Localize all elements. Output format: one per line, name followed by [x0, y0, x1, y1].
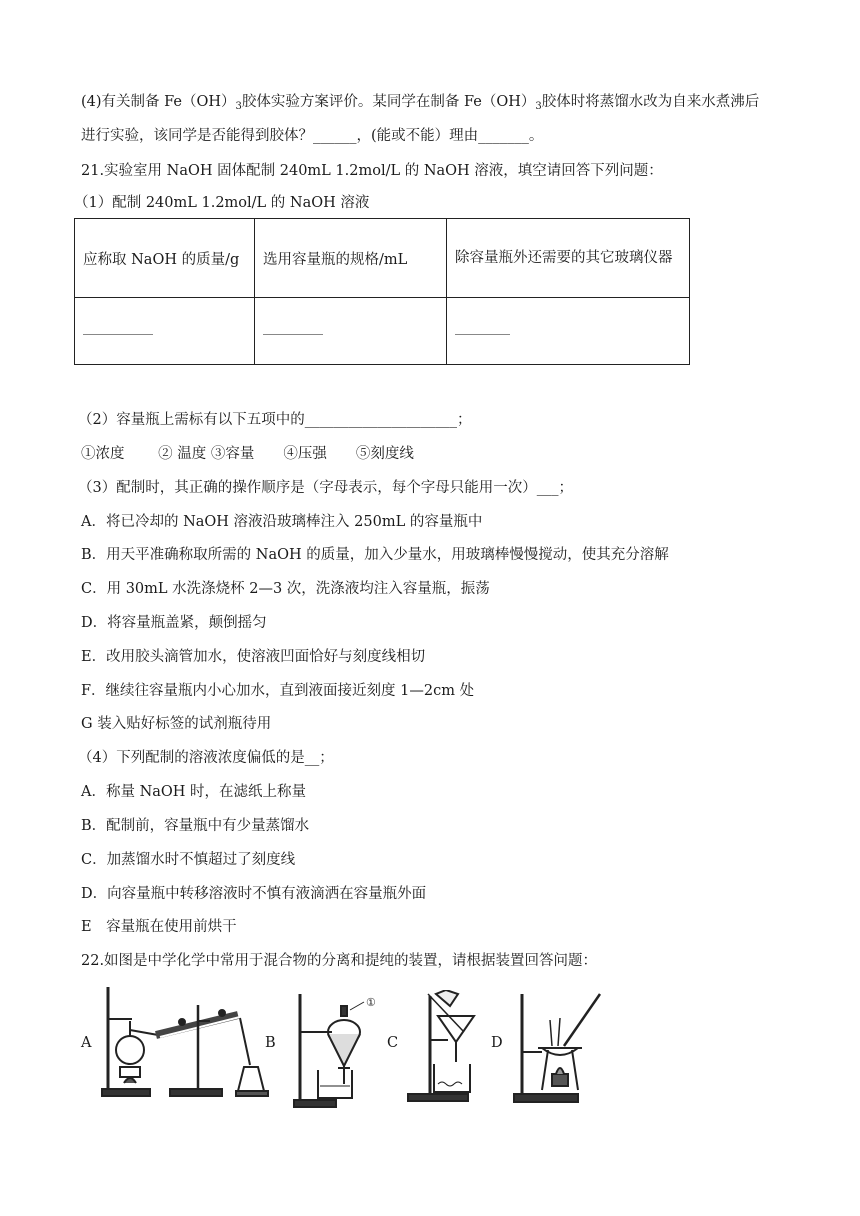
part4-option-e: E 容量瓶在使用前烘干 — [81, 919, 237, 935]
table-answer-row — [75, 298, 690, 365]
q20-4-line2: 进行实验，该同学是否能得到胶体？______，(能或不能）理由_______。 — [81, 128, 544, 144]
q20-4-text-b: 胶体实验方案评价。某同学在制备 Fe（OH） — [241, 94, 536, 110]
apparatus-label-d: D — [491, 1035, 503, 1051]
q20-4-line1 — [81, 90, 759, 112]
option-c: C．用 30mL 水洗涤烧杯 2—3 次，洗涤液均注入容量瓶，振荡 — [81, 581, 490, 597]
q21-part1: （1）配制 240mL 1.2mol/L 的 NaOH 溶液 — [74, 195, 370, 211]
q21-part2: （2）容量瓶上需标有以下五项中的_____________________； — [78, 412, 472, 428]
separatory-funnel-illustration — [292, 988, 380, 1110]
filtration-apparatus-illustration — [406, 990, 484, 1108]
q21-part2-options: ①浓度 ② 温度 ③容量 ④压强 ⑤刻度线 — [81, 446, 414, 462]
q20-4-text-a: (4)有关制备 Fe（OH） — [81, 94, 236, 110]
q20-4-text-c: 胶体时将蒸馏水改为自来水煮沸后 — [541, 94, 760, 110]
apparatus-label-b: B — [265, 1035, 276, 1051]
part4-option-c: C．加蒸馏水时不慎超过了刻度线 — [81, 852, 296, 868]
prep-table — [74, 218, 690, 365]
header-other-glassware: 除容量瓶外还需要的其它玻璃仪器 — [447, 219, 690, 298]
option-b: B．用天平准确称取所需的 NaOH 的质量，加入少量水，用玻璃棒慢慢搅动，使其充分溶解 — [81, 547, 669, 563]
q22-stem: 22.如图是中学化学中常用于混合物的分离和提纯的装置，请根据装置回答问题： — [81, 953, 598, 969]
option-g: G 装入贴好标签的试剂瓶待用 — [81, 716, 272, 732]
subscript-3: 3 — [235, 101, 242, 112]
subscript-3: 3 — [535, 101, 542, 112]
answer-blank-flask-spec[interactable] — [255, 298, 447, 365]
q21-part4: （4）下列配制的溶液浓度偏低的是__； — [78, 750, 334, 766]
table-header-row — [75, 219, 690, 298]
evaporation-apparatus-illustration — [512, 990, 604, 1108]
option-f: F．继续往容量瓶内小心加水，直到液面接近刻度 1—2cm 处 — [81, 683, 475, 699]
answer-blank-mass[interactable] — [75, 298, 255, 365]
apparatus-label-a: A — [81, 1035, 92, 1051]
option-a: A．将已冷却的 NaOH 溶液沿玻璃棒注入 250mL 的容量瓶中 — [81, 514, 483, 530]
answer-blank-glassware[interactable] — [447, 298, 690, 365]
part4-option-a: A．称量 NaOH 时，在滤纸上称量 — [81, 784, 307, 800]
marker-label: ① — [366, 996, 376, 1009]
q21-part3: （3）配制时，其正确的操作顺序是（字母表示，每个字母只能用一次）___； — [78, 480, 573, 496]
q21-stem: 21.实验室用 NaOH 固体配制 240mL 1.2mol/L 的 NaOH 溶液，填空请回答下列问题： — [81, 163, 663, 179]
option-d: D．将容量瓶盖紧，颠倒摇匀 — [81, 615, 267, 631]
apparatus-label-c: C — [387, 1035, 399, 1051]
distillation-apparatus-illustration — [98, 985, 270, 1100]
part4-option-d: D．向容量瓶中转移溶液时不慎有液滴洒在容量瓶外面 — [81, 886, 427, 902]
option-e: E．改用胶头滴管加水，使溶液凹面恰好与刻度线相切 — [81, 649, 426, 665]
part4-option-b: B．配制前，容量瓶中有少量蒸馏水 — [81, 818, 310, 834]
header-flask-spec: 选用容量瓶的规格/mL — [255, 219, 447, 298]
header-mass: 应称取 NaOH 的质量/g — [75, 219, 255, 298]
